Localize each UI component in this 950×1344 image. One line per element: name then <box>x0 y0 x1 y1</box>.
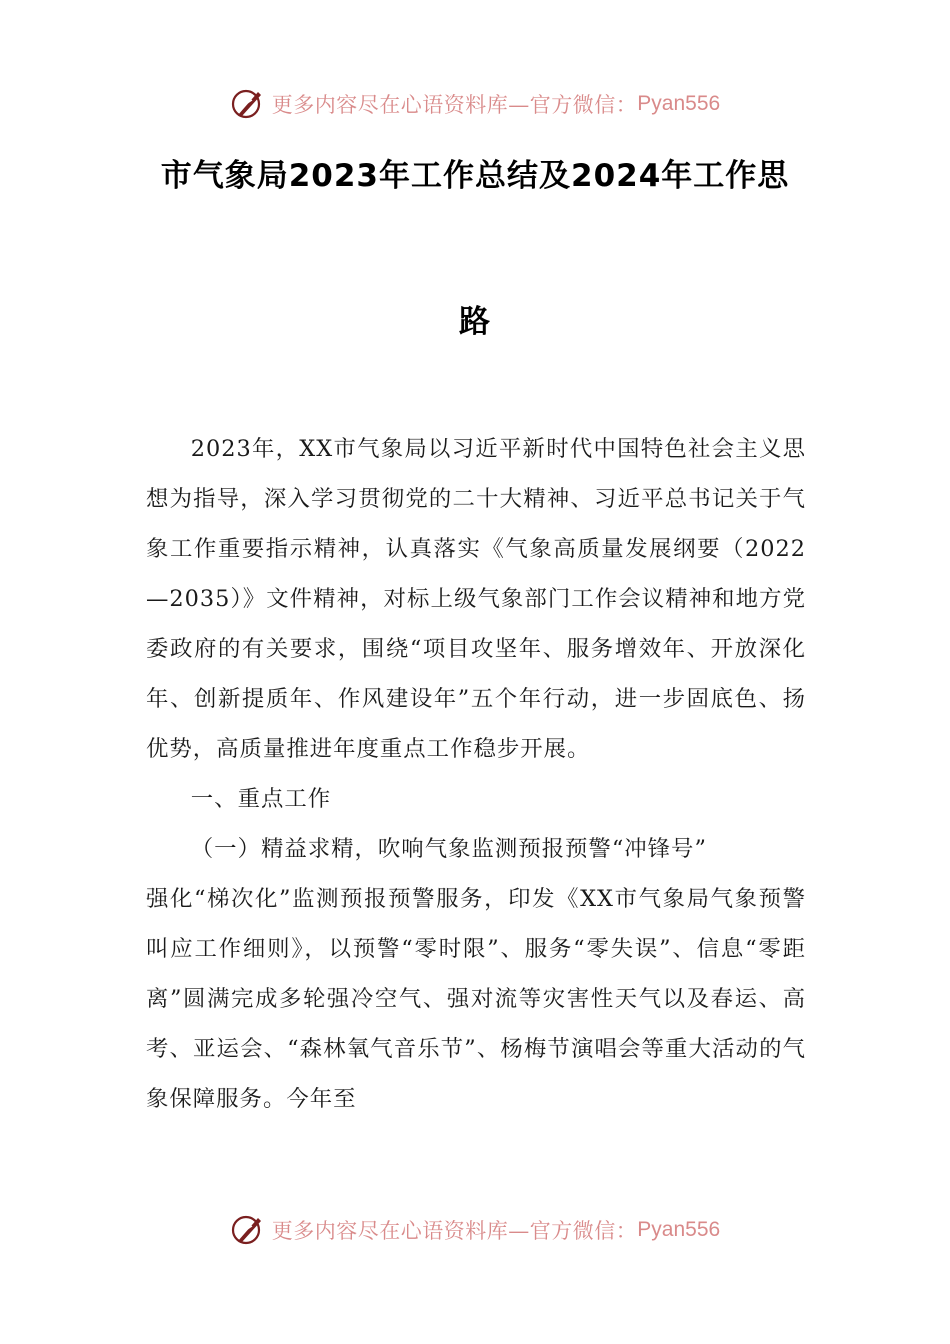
footer-banner-text: 更多内容尽在心语资料库—官方微信： <box>271 1219 638 1243</box>
document-body <box>146 424 806 1124</box>
section-heading: 一、重点工作 <box>190 786 332 812</box>
footer-watermark-banner <box>0 1208 950 1252</box>
header-watermark-banner <box>0 82 950 126</box>
header-banner-text: 更多内容尽在心语资料库—官方微信： <box>271 93 638 117</box>
quill-logo-icon <box>230 86 266 122</box>
quill-logo-icon <box>230 1212 266 1248</box>
intro-paragraph: 2023年，XX市气象局以习近平新时代中国特色社会主义思想为指导，深入学习贯彻党的二十大精神、习近平总书记关于气象工作重要指示精神，认真落实《气象高质量发展纲要（2022—2035）》文件精神，对标上级气象部门工作会议精神和地方党委政府的有关要求，围绕“项目攻坚年、服务增效年、开放深化年、创新提质年、作风建设年”五个年行动，进一步固底色、扬优势，高质量推进年度重点工作稳步开展。 <box>146 436 806 762</box>
body-paragraph: 强化“梯次化”监测预报预警服务，印发《XX市气象局气象预警叫应工作细则》，以预警“零时限”、服务“零失误”、信息“零距离”圆满完成多轮强冷空气、强对流等灾害性天气以及春运、高考、亚运会、“森林氧气音乐节”、杨梅节演唱会等重大活动的气象保障服务。今年至 <box>146 886 806 1112</box>
subsection-heading: （一）精益求精，吹响气象监测预报预警“冲锋号” <box>190 836 707 862</box>
document-title-line-1: 市气象局2023年工作总结及2024年工作思 <box>160 158 790 194</box>
document-title-line-2: 路 <box>459 304 491 340</box>
footer-wechat-id: Pyan556 <box>637 1218 721 1241</box>
header-wechat-id: Pyan556 <box>637 92 721 115</box>
